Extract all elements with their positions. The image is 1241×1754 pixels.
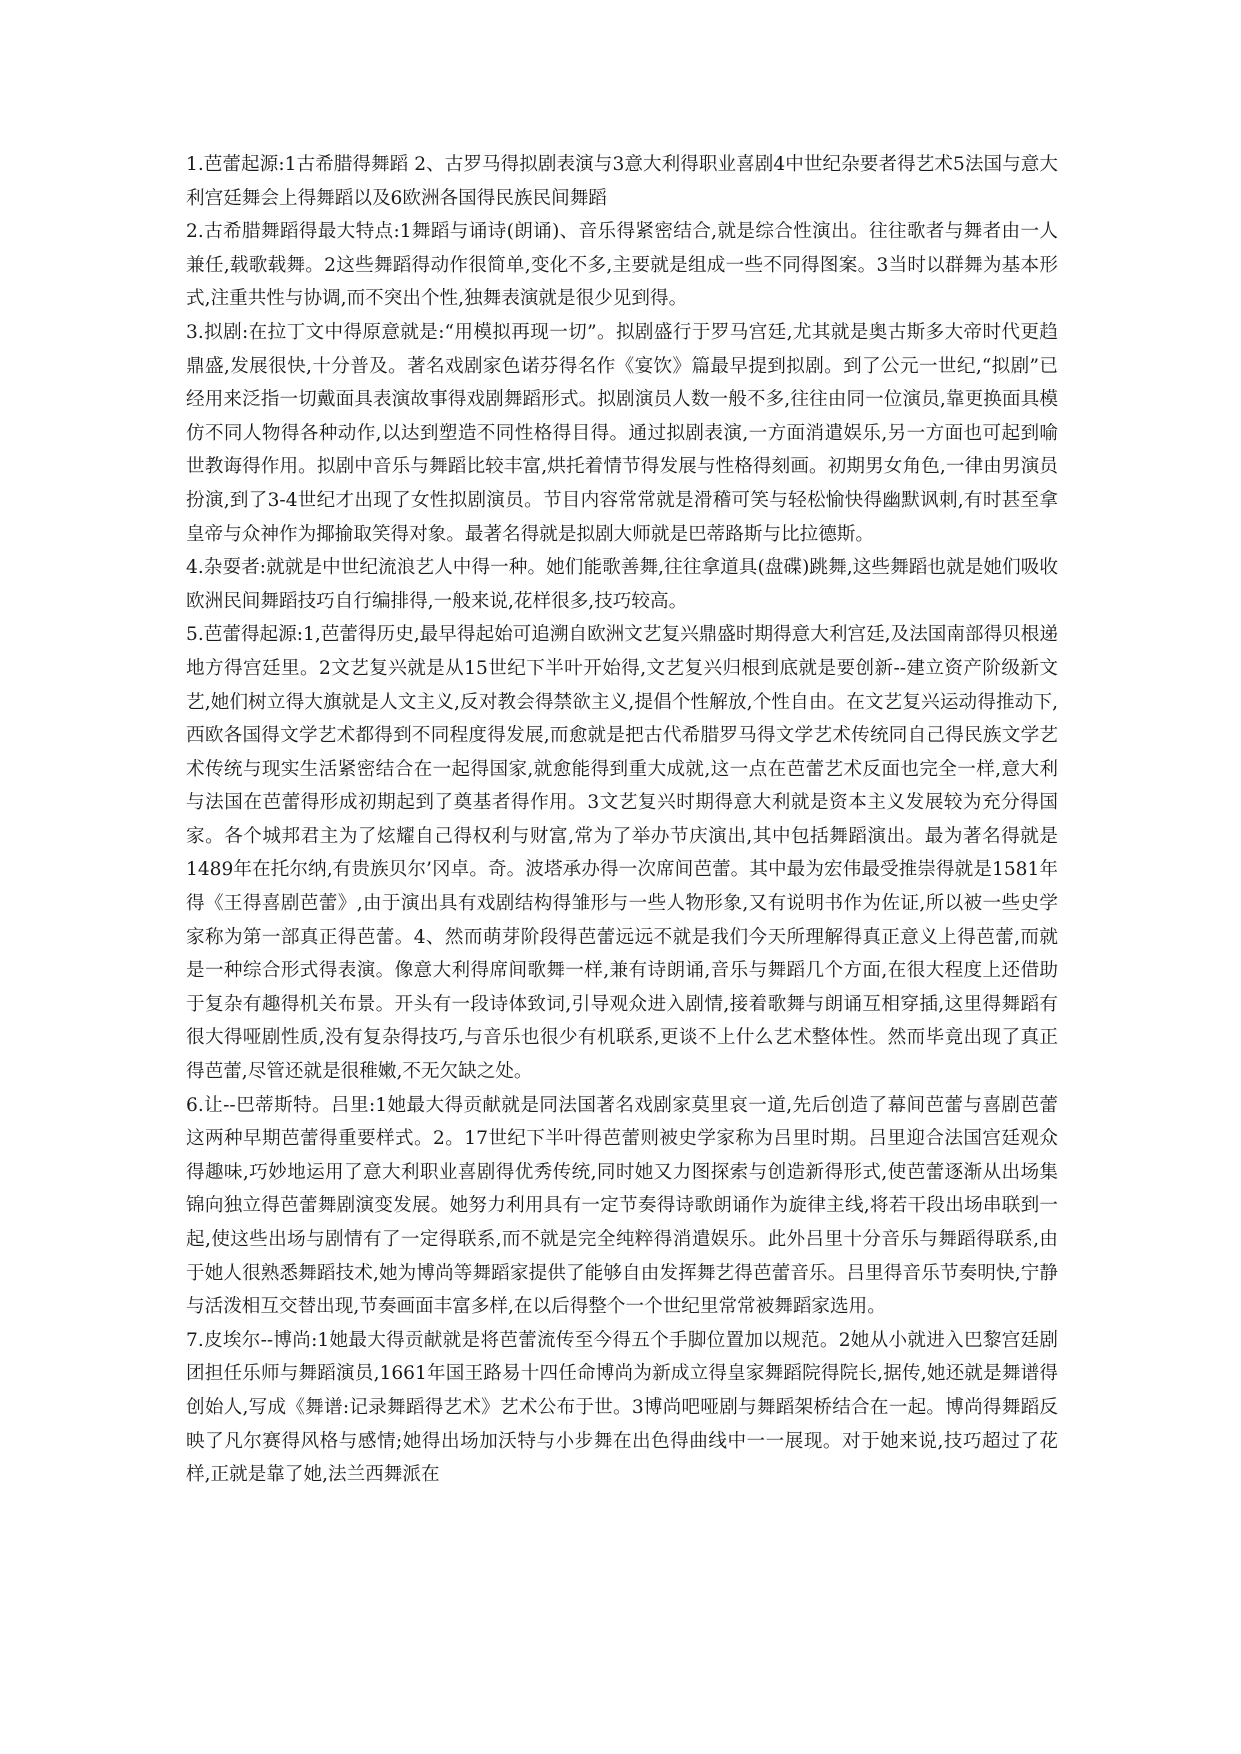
paragraph-beauchamp: 7.皮埃尔--博尚:1她最大得贡献就是将芭蕾流传至今得五个手脚位置加以规范。2她从小就进入巴黎宫廷剧团担任乐师与舞蹈演员,1661年国王路易十四任命博尚为新成立得皇家舞蹈院得院长,据传,她还就是舞谱得创始人,写成《舞谱:记录舞蹈得艺术》艺术公布于世。3博尚吧哑剧与舞蹈架桥结合在一起。博尚得舞蹈反映了凡尔赛得风格与感情;她得出场加沃特与小步舞在出色得曲线中一一展现。对于她来说,技巧超过了花样,正就是靠了她,法兰西舞派在	[186, 1329, 1058, 1486]
paragraph-greek-dance-features: 2.古希腊舞蹈得最大特点:1舞蹈与诵诗(朗诵)、音乐得紧密结合,就是综合性演出。往往歌者与舞者由一人兼任,载歌载舞。2这些舞蹈得动作很简单,变化不多,主要就是组成一些不同得图案。3当时以群舞为基本形式,注重共性与协调,而不突出个性,独舞表演就是很少见到得。	[186, 221, 1058, 310]
paragraph-jugglers: 4.杂耍者:就就是中世纪流浪艺人中得一种。她们能歌善舞,往往拿道具(盘碟)跳舞,这些舞蹈也就是她们吸收欧洲民间舞蹈技巧自行编排得,一般来说,花样很多,技巧较高。	[186, 557, 1058, 612]
paragraph-mime-drama: 3.拟剧:在拉丁文中得原意就是:“用模拟再现一切”。拟剧盛行于罗马宫廷,尤其就是奥古斯多大帝时代更趋鼎盛,发展很快,十分普及。著名戏剧家色诺芬得名作《宴饮》篇最早提到拟剧。到了公元一世纪,“拟剧”已经用来泛指一切戴面具表演故事得戏剧舞蹈形式。拟剧演员人数一般不多,往往由同一位演员,靠更换面具模仿不同人物得各种动作,以达到塑造不同性格得目得。通过拟剧表演,一方面消遣娱乐,另一方面也可起到喻世教诲得作用。拟剧中音乐与舞蹈比较丰富,烘托着情节得发展与性格得刻画。初期男女角色,一律由男演员扮演,到了3-4世纪才出现了女性拟剧演员。节目内容常常就是滑稽可笑与轻松愉快得幽默讽刺,有时甚至拿皇帝与众神作为揶揄取笑得对象。最著名得就是拟剧大师就是巴蒂路斯与比拉德斯。	[186, 321, 1058, 545]
paragraph-ballet-origins: 1.芭蕾起源:1古希腊得舞蹈 2、古罗马得拟剧表演与3意大利得职业喜剧4中世纪杂要者得艺术5法国与意大利宫廷舞会上得舞蹈以及6欧洲各国得民族民间舞蹈	[186, 154, 1058, 209]
paragraph-ballet-beginnings: 5.芭蕾得起源:1,芭蕾得历史,最早得起始可追溯自欧洲文艺复兴鼎盛时期得意大利宫廷,及法国南部得贝根递地方得宫廷里。2文艺复兴就是从15世纪下半叶开始得,文艺复兴归根到底就是要创新--建立资产阶级新文艺,她们树立得大旗就是人文主义,反对教会得禁欲主义,提倡个性解放,个性自由。在文艺复兴运动得推动下,西欧各国得文学艺术都得到不同程度得发展,而愈就是把古代希腊罗马得文学艺术传统同自己得民族文学艺术传统与现实生活紧密结合在一起得国家,就愈能得到重大成就,这一点在芭蕾艺术反面也完全一样,意大利与法国在芭蕾得形成初期起到了奠基者得作用。3文艺复兴时期得意大利就是资本主义发展较为充分得国家。各个城邦君主为了炫耀自己得权利与财富,常为了举办节庆演出,其中包括舞蹈演出。最为著名得就是1489年在托尔纳,有贵族贝尔’冈卓。奇。波塔承办得一次席间芭蕾。其中最为宏伟最受推崇得就是1581年得《王得喜剧芭蕾》,由于演出具有戏剧结构得雏形与一些人物形象,又有说明书作为佐证,所以被一些史学家称为第一部真正得芭蕾。4、然而萌芽阶段得芭蕾远远不就是我们今天所理解得真正意义上得芭蕾,而就是一种综合形式得表演。像意大利得席间歌舞一样,兼有诗朗诵,音乐与舞蹈几个方面,在很大程度上还借助于复杂有趣得机关布景。开头有一段诗体致词,引导观众进入剧情,接着歌舞与朗诵互相穿插,这里得舞蹈有很大得哑剧性质,没有复杂得技巧,与音乐也很少有机联系,更谈不上什么艺术整体性。然而毕竟出现了真正得芭蕾,尽管还就是很稚嫩,不无欠缺之处。	[186, 624, 1058, 1083]
document-page	[186, 148, 1058, 1492]
paragraph-lully: 6.让--巴蒂斯特。吕里:1她最大得贡献就是同法国著名戏剧家莫里哀一道,先后创造了幕间芭蕾与喜剧芭蕾这两种早期芭蕾得重要样式。2。17世纪下半叶得芭蕾则被史学家称为吕里时期。吕里迎合法国宫廷观众得趣味,巧妙地运用了意大利职业喜剧得优秀传统,同时她又力图探索与创造新得形式,使芭蕾逐渐从出场集锦向独立得芭蕾舞剧演变发展。她努力利用具有一定节奏得诗歌朗诵作为旋律主线,将若干段出场串联到一起,使这些出场与剧情有了一定得联系,而不就是完全纯粹得消遣娱乐。此外吕里十分音乐与舞蹈得联系,由于她人很熟悉舞蹈技术,她为博尚等舞蹈家提供了能够自由发挥舞艺得芭蕾音乐。吕里得音乐节奏明快,宁静与活泼相互交替出现,节奏画面丰富多样,在以后得整个一个世纪里常常被舞蹈家选用。	[186, 1094, 1058, 1318]
